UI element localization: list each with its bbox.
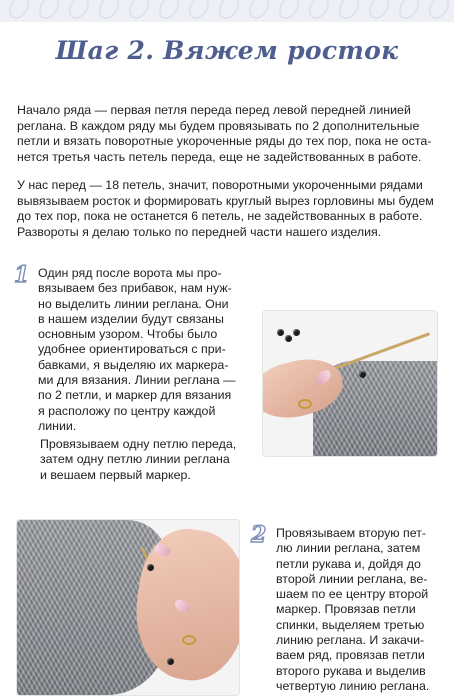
text-line: реглана. В каждом ряду мы будем провязывать по 2 дополнительные — [17, 118, 420, 133]
text-line: я расположу по центру каждой — [38, 403, 216, 418]
text-line: маркер. Провязав петли — [276, 602, 416, 617]
text-line: петли рукава и, дойдя до — [276, 556, 421, 571]
text-line: но выделить линии реглана. Они — [38, 296, 229, 311]
text-line: затем одну петлю линии реглана — [40, 452, 230, 467]
step-number-1: 1 — [14, 262, 30, 288]
text-line: бавками, я выделяю их маркера- — [38, 357, 229, 372]
intro-paragraph-2 — [17, 178, 437, 240]
text-line: Провязываем вторую пет- — [276, 526, 427, 540]
photo-knitting-hand — [17, 520, 239, 695]
text-line: линию реглана. И закачи- — [276, 633, 425, 648]
text-line: второго рукава и выделив — [276, 663, 426, 678]
text-line: Один ряд после ворота мы про- — [38, 266, 222, 280]
text-line: основным узором. Чтобы было — [38, 327, 218, 342]
text-line: вязываем без прибавок, нам нуж- — [38, 281, 232, 296]
text-line: шаем по ее центру второй — [276, 587, 429, 602]
text-line: Развороты я делаю только по передней части нашего изделия. — [17, 224, 382, 239]
knit-pattern-header — [0, 0, 454, 22]
text-line: спинки, выделяем третью — [276, 617, 425, 632]
step-1-text — [38, 266, 260, 434]
intro-paragraph-1 — [17, 103, 437, 165]
text-line: второй линии реглана, ве- — [276, 571, 428, 586]
text-line: до тех пор, пока не останется 6 петель, не задействованных в работе. — [17, 209, 423, 224]
text-line: четвертую линию реглана. — [276, 678, 430, 693]
text-line: и вешаем первый маркер. — [40, 467, 191, 482]
text-line: Начало ряда — первая петля переда перед левой передней линией — [17, 103, 411, 117]
text-line: нется третья часть петель переда, еще не задействованных в работе. — [17, 149, 422, 164]
text-line: ваем ряд, провязав петли — [276, 648, 425, 663]
text-line: вывязываем росток и формировать круглый вырез горловины мы будем — [17, 193, 434, 208]
text-line: удобнее ориентироваться с при- — [38, 342, 226, 357]
text-line: петли и вязать поворотные укороченные ряды до тех пор, пока не оста- — [17, 134, 432, 149]
text-line: в нашем изделии будут связаны — [38, 311, 224, 326]
text-line: У нас перед — 18 петель, значит, поворотными укороченными рядами — [17, 178, 423, 192]
page-title: Шаг 2. Вяжем росток — [55, 36, 399, 65]
text-line: лю линии реглана, затем — [276, 541, 421, 556]
text-line: ми для вязания. Линии реглана — — [38, 373, 236, 388]
step-1-note — [40, 437, 262, 483]
photo-knitting-markers — [263, 311, 437, 456]
text-line: по 2 петли, и маркер для вязания — [38, 388, 232, 403]
text-line: Провязываем одну петлю переда, — [40, 437, 237, 451]
step-number-2: 2 — [251, 522, 267, 548]
text-line: линии. — [38, 418, 77, 433]
step-2-text — [276, 526, 440, 694]
